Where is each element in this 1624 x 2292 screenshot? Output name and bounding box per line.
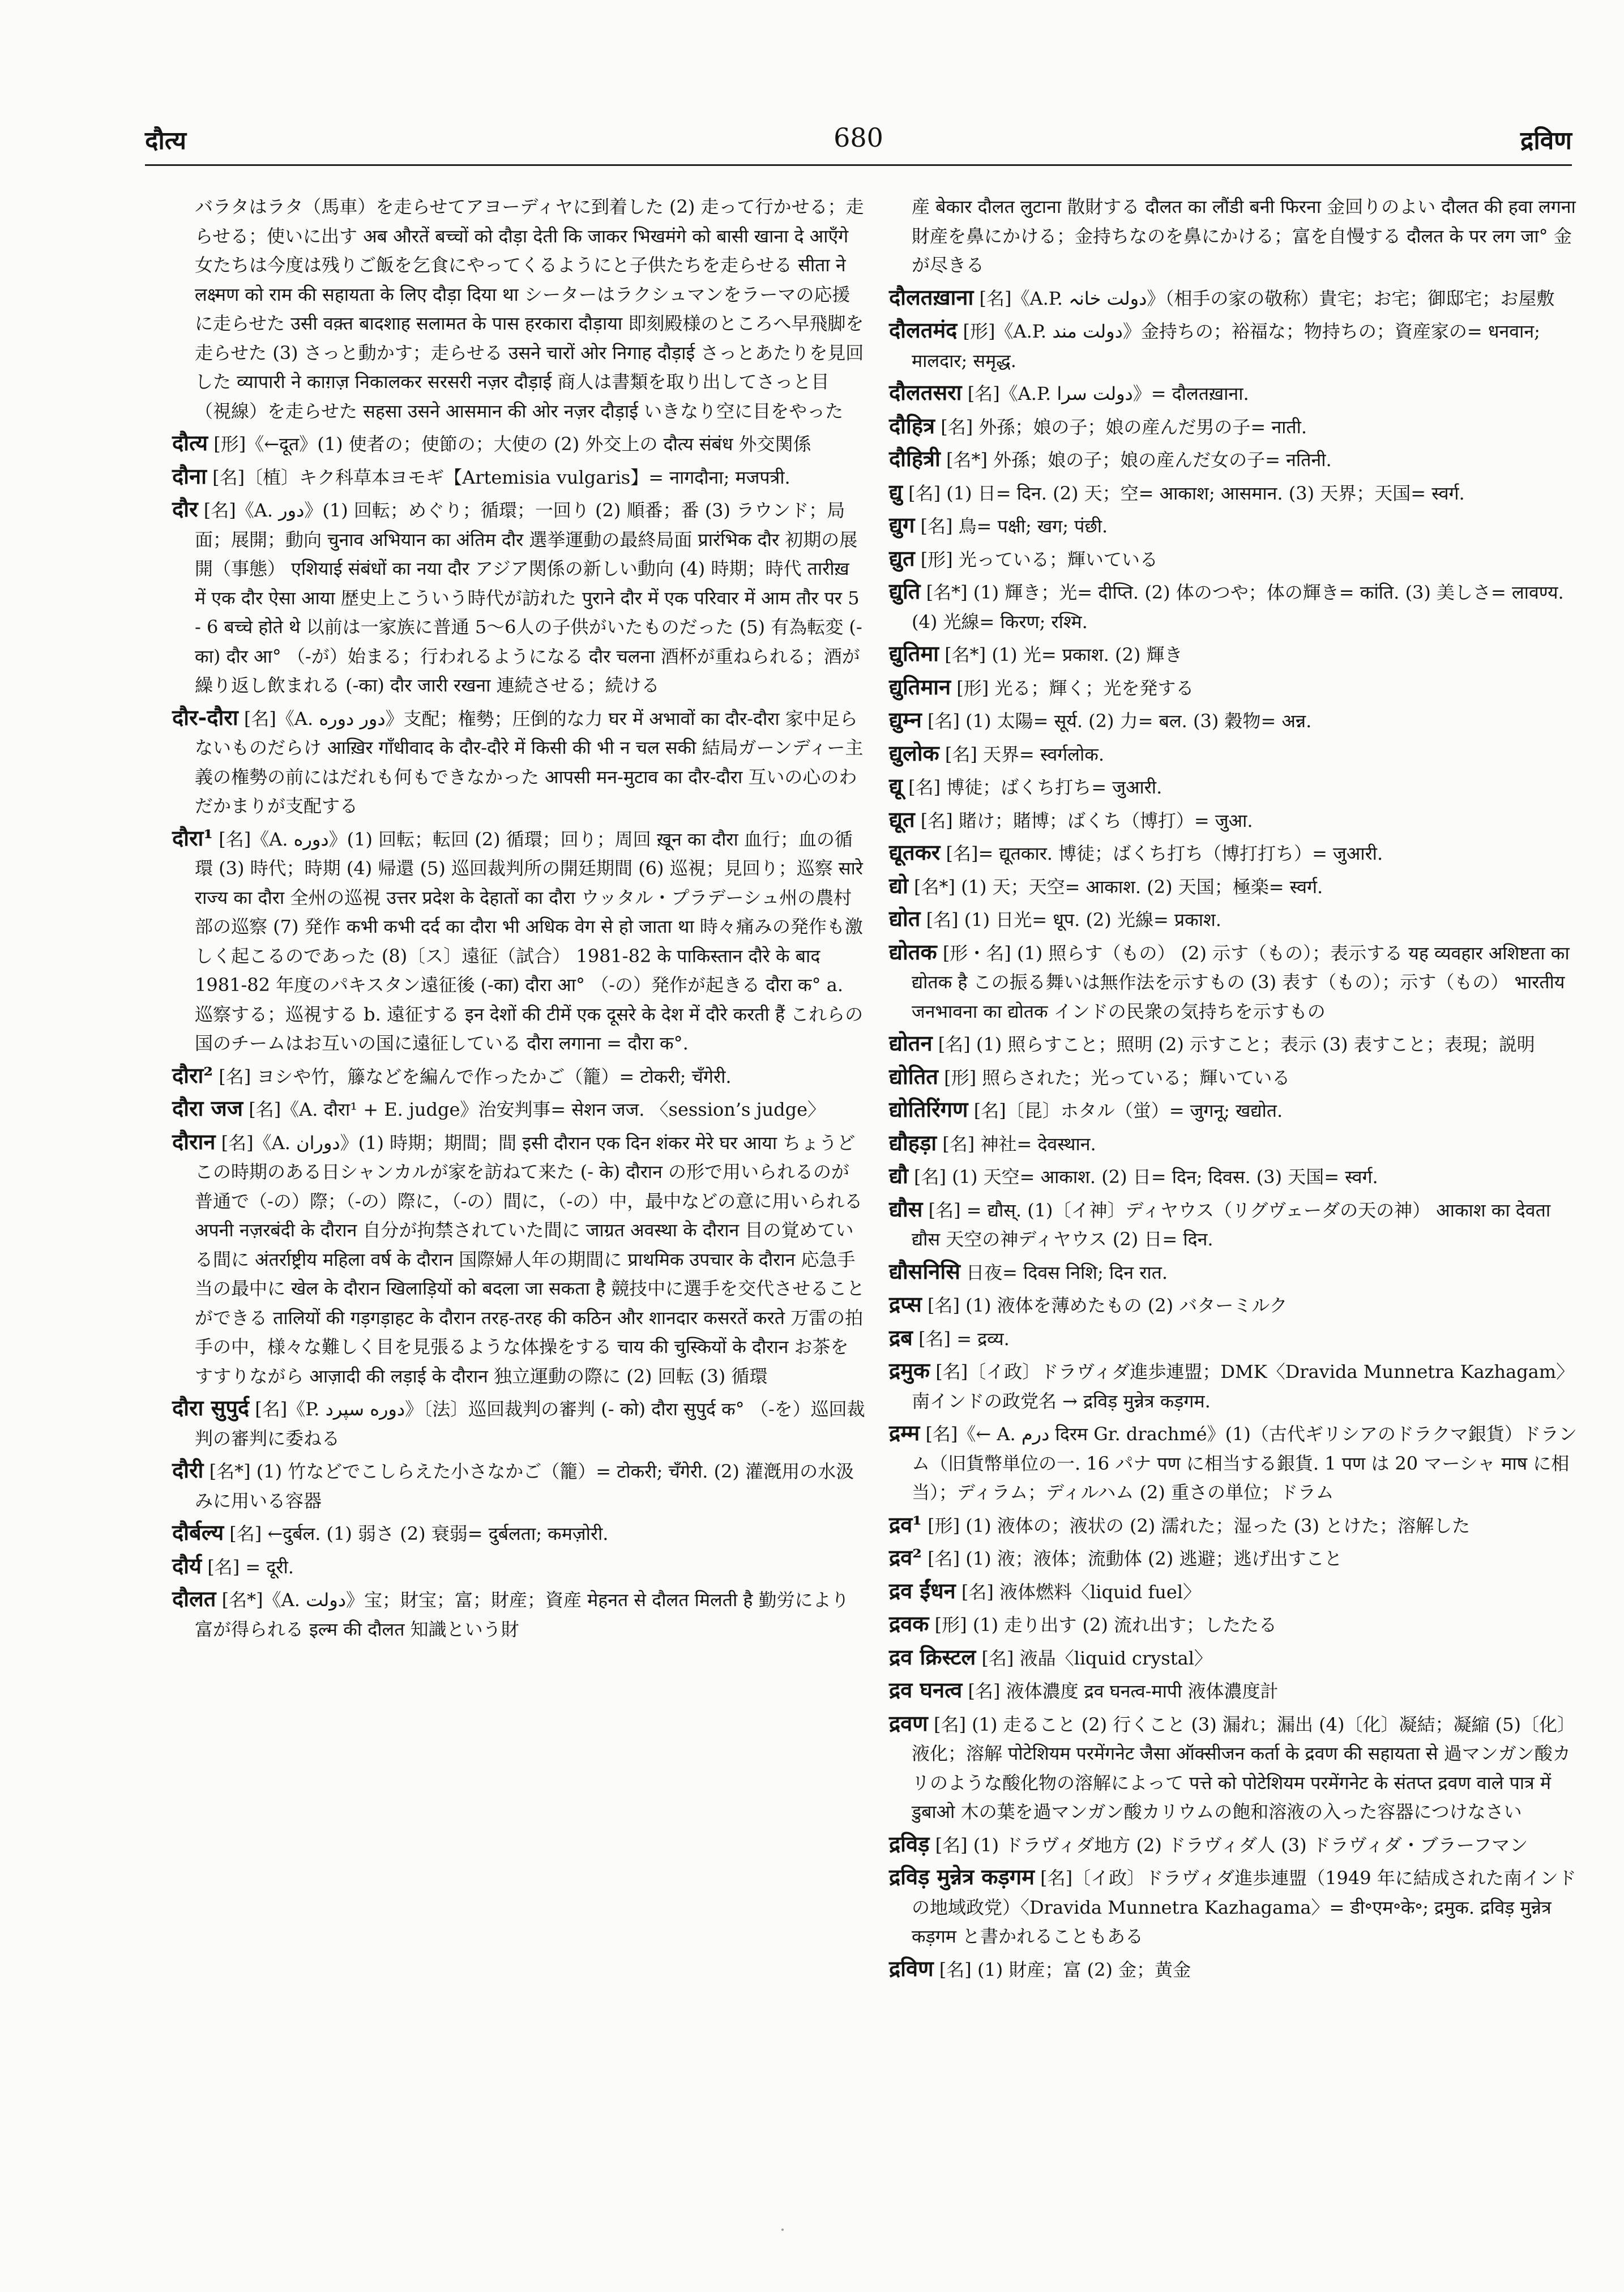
dictionary-entry <box>889 705 1582 736</box>
entry-definition: 日夜= दिवस निशि; दिन रात. <box>966 1261 1168 1283</box>
entry-definition: [名] 外孫；娘の子；娘の産んだ男の子= नाती. <box>941 416 1307 438</box>
entry-headword: द्युम्न <box>889 707 922 732</box>
entry-definition: [名] = द्यौस्. (1)〔イ神〕ディヤウス（リグヴェーダの天の神） आकाश का देवता द्यौस 天空の神ディヤウス (2) 日= दिन. <box>912 1199 1551 1250</box>
entry-headword: दौलतख़ाना <box>889 284 974 310</box>
dictionary-entry <box>889 1257 1582 1288</box>
entry-headword: दौर्बल्य <box>172 1520 224 1545</box>
entry-definition: [名]〔イ政〕ドラヴィダ進歩連盟；DMK〈Dravida Munnetra Kazhagam〉南インドの政党名 → द्रविड़ मुन्नेत्र कड़गम. <box>912 1361 1575 1412</box>
entry-definition: [名]《P. دوره سپرد》〔法〕巡回裁判の審判 (- को) दौरा सुपुर्द क° （-を）巡回裁判の審判に委ねる <box>195 1398 865 1449</box>
entry-headword: द्यौस <box>889 1196 923 1222</box>
right-column <box>889 193 1582 1987</box>
dictionary-entry <box>889 639 1582 670</box>
header-rule <box>145 164 1572 166</box>
dictionary-entry <box>889 805 1582 836</box>
entry-headword: द्यु <box>889 479 903 505</box>
dictionary-entry <box>172 1551 865 1582</box>
dictionary-entry <box>889 1576 1582 1607</box>
entry-definition: [名]《A. دور دوره》支配；権勢；圧倒的な力 घर में अभावों का दौर-दौरा 家中足らないものだらけ आख़िर गाँधीवाद के दौर-दौरे में किसी की भी न चल सकी 結局ガーンディー主義の権勢の前にはだれも何もできなかった आपसी मन-मुटाव का दौर-दौरा 互いの心のわだかまりが支配する <box>195 707 864 817</box>
entry-headword: द्रव क्रिस्टल <box>889 1644 976 1670</box>
dictionary-entry <box>889 1194 1582 1254</box>
entry-headword: दौहित्र <box>889 412 935 438</box>
dictionary-entry <box>172 1061 865 1092</box>
entry-headword: द्रवक <box>889 1611 929 1636</box>
entry-definition: [名] (1) ドラヴィダ地方 (2) ドラヴィダ人 (3) ドラヴィダ・ブラーフマン <box>935 1834 1528 1856</box>
dictionary-entry <box>889 838 1582 869</box>
dictionary-entry <box>889 1609 1582 1640</box>
entry-definition: [名] 液体燃料〈liquid fuel〉 <box>961 1581 1202 1603</box>
entry-definition: [名] 博徒；ばくち打ち= जुआरी. <box>908 776 1163 798</box>
entry-headword: दौर-दौरा <box>172 704 238 730</box>
entry-definition: [名]〔イ政〕ドラヴィダ進歩連盟（1949 年に結成された南インドの地域政党）〈Dravida Munnetra Kazhagama〉= डी॰एम॰के॰; द्रमुक. द्रविड़ मुन्नेत्र कड़गम と書かれることもある <box>912 1867 1576 1947</box>
dictionary-entry <box>889 937 1582 1027</box>
dictionary-entry <box>889 477 1582 509</box>
entry-definition: [名] = द्रव्य. <box>918 1328 1010 1350</box>
dictionary-entry <box>889 771 1582 803</box>
entry-headword: दौरा¹ <box>172 825 213 851</box>
entry-headword: द्युत <box>889 545 915 571</box>
entry-headword: द्युतिमान <box>889 673 951 699</box>
entry-headword: द्रब <box>889 1324 913 1350</box>
entry-definition: [形]《A.P. دولت مند》金持ちの；裕福な；物持ちの；資産家の= धनवान; मालदार; समृद्ध. <box>912 321 1540 372</box>
dictionary-entry <box>889 1954 1582 1985</box>
entry-definition: [名]《A.P. دولت خانہ》（相手の家の敬称）貴宅；お宅；御邸宅；お屋敷 <box>979 287 1555 309</box>
entry-definition: [名]《← A. درم दिरम Gr. drachmé》(1)（古代ギリシアのドラクマ銀貨）ドランム（旧貨幣単位の一. 16 パナ पण に相当する銀貨. 1 पण は 20 マーシャ माष に相当）；ディラム；ディルハム (2) 重さの単位；ドラム <box>912 1423 1577 1503</box>
entry-definition: [形] 照らされた；光っている；輝いている <box>944 1066 1290 1089</box>
entry-definition: [名]= द्यूतकार. 博徒；ばくち打ち（博打打ち）= जुआरी. <box>946 843 1383 864</box>
entry-headword: दौर <box>172 496 198 522</box>
entry-definition: [名] 賭け；賭博；ばくち（博打）= जुआ. <box>920 809 1253 831</box>
entry-headword: द्रव ईंधन <box>889 1577 956 1603</box>
entry-definition: [名]《A. دوران》(1) 時期；期間；間 इसी दौरान एक दिन शंकर मेरे घर आया ちょうどこの時期のある日シャンカルが家を訪ねて来た (- के) दौरान の形で用いられるのが普通で（-の）際；（-の）際に，（-の）間に，（-の）中，最中などの意に用いられる अपनी नज़रबंदी के दौरान 自分が拘禁されていた間に जाग्रत अवस्था के दौरान 目の覚めている間に अंतर्राष्ट्रीय महिला वर्ष के दौरान 国際婦人年の期間に प्राथमिक उपचार के दौरान 応急手当の最中に खेल के दौरान खिलाड़ियों को बदला जा सकता है 競技中に選手を交代させることができる तालियों की गड़गड़ाहट के दौरान तरह-तरह की कठिन और शानदार कसरतें करते 万雷の拍手の中，様々な難しく目を見張るような体操をする चाय की चुस्कियों के दौरान お茶をすすりながら आज़ादी की लड़ाई के दौरान 独立運動の際に (2) 回転 (3) 循環 <box>195 1132 865 1387</box>
entry-definition: [名] (1) 液；液体；流動体 (2) 逃避；逃げ出すこと <box>928 1548 1343 1569</box>
entry-definition: [形] 光っている；輝いている <box>920 548 1158 570</box>
entry-definition: [名] (1) 財産；富 (2) 金；黄金 <box>939 1958 1191 1981</box>
dictionary-entry <box>889 1323 1582 1354</box>
entry-headword: द्यूत <box>889 806 915 832</box>
entry-definition: [名*] (1) 輝き；光= दीप्ति. (2) 体のつや；体の輝き= कांति. (3) 美しさ= लावण्य. (4) 光線= किरण; रश्मि. <box>912 582 1564 633</box>
dictionary-entry <box>889 1543 1582 1574</box>
entry-definition: [名] (1) 液体を薄めたもの (2) バターミルク <box>927 1295 1288 1316</box>
entry-definition: [名] = दूरी. <box>207 1556 294 1578</box>
entry-definition: [名] (1) 太陽= सूर्य. (2) 力= बल. (3) 穀物= अन्न. <box>928 710 1312 732</box>
entry-headword: द्रम्म <box>889 1420 920 1445</box>
dictionary-entry <box>889 672 1582 703</box>
entry-definition: [名*] (1) 光= प्रकाश. (2) 輝き <box>945 644 1183 665</box>
entry-definition: [形]《←दूत》(1) 使者の；使節の；大使の (2) 外交上の दौत्य संबंध 外交関係 <box>213 433 811 455</box>
entry-definition: [名] ヨシや竹，籐などを編んで作ったかご（籠）= टोकरी; चँगेरी. <box>219 1065 732 1087</box>
entry-headword: द्योतिरिंगण <box>889 1096 968 1122</box>
entry-headword: द्रव² <box>889 1544 922 1570</box>
entry-headword: दौरा जज <box>172 1095 243 1121</box>
scan-speck <box>781 2229 784 2231</box>
entry-definition: [名*] 外孫；娘の子；娘の産んだ女の子= नतिनी. <box>946 449 1332 471</box>
dictionary-entry <box>172 1518 865 1549</box>
entry-definition: [名]〔植〕キク科草本ヨモギ【Artemisia vulgaris】= नागदौना; मजपत्री. <box>212 466 790 488</box>
dictionary-entry <box>889 544 1582 575</box>
entry-definition: [名] ←दुर्बल. (1) 弱さ (2) 衰弱= दुर्बलता; कमज़ोरी. <box>229 1523 609 1544</box>
entry-headword: द्रविड़ <box>889 1830 930 1856</box>
dictionary-entry <box>172 193 865 426</box>
entry-definition: [名*] (1) 天；天空= आकाश. (2) 天国；極楽= स्वर्ग. <box>913 876 1323 898</box>
entry-headword: दौरी <box>172 1457 204 1483</box>
dictionary-entry <box>172 428 865 459</box>
entry-headword: द्रवण <box>889 1710 928 1736</box>
entry-definition: [名] (1) 日= दिन. (2) 天；空= आकाश; आसमान. (3) 天界；天国= स्वर्ग. <box>908 482 1465 504</box>
running-head-right: द्रविण <box>1520 126 1572 155</box>
dictionary-entry <box>889 193 1582 280</box>
entry-headword: दौलतसरा <box>889 379 962 405</box>
page-number: 680 <box>834 122 883 153</box>
entry-headword: दौहित्री <box>889 446 941 471</box>
entry-definition: [名*] (1) 竹などでこしらえた小さなかご（籠）= टोकरी; चँगेरी. (2) 灌漑用の水汲みに用いる容器 <box>195 1461 854 1512</box>
entry-definition: [名] (1) 天空= आकाश. (2) 日= दिन; दिवस. (3) 天国= स्वर्ग. <box>913 1166 1378 1188</box>
dictionary-entry <box>889 1709 1582 1827</box>
entry-headword: दौना <box>172 463 207 489</box>
entry-definition: [名*]《A. دولت》宝；財宝；富；財産；資産 मेहनत से दौलत मिलती है 勤労により富が得られる इल्म की दौलत 知識という財 <box>195 1589 849 1640</box>
running-head-left: दौत्य <box>145 126 187 155</box>
dictionary-entry <box>172 703 865 821</box>
dictionary-entry <box>889 283 1582 314</box>
entry-definition: バラタはラタ（馬車）を走らせてアヨーディヤに到着した (2) 走って行かせる；走らせる；使いに出す अब औरतें बच्चों को दौड़ा देती कि जाकर भिखमंगे को बासी खाना दे आएँगे 女たちは今度は残りご飯を乞食にやってくるようにと子供たちを走らせる सीता ने लक्ष्मण को राम की सहायता के लिए दौड़ा दिया था シーターはラクシュマンをラーマの応援に走らせた उसी वक़्त बादशाह सलामत के पास हरकारा दौड़ाया 即刻殿様のところへ早飛脚を走らせた (3) さっと動かす；走らせる उसने चारों ओर निगाह दौड़ाई さっとあたりを見回した व्यापारी ने काग़ज़ निकालकर सरसरी नज़र दौड़ाई 商人は書類を取り出してさっと目（視線）を走らせた सहसा उसने आसमान की ओर नज़र दौड़ाई いきなり空に目をやった <box>195 196 864 422</box>
entry-headword: द्रविड़ मुन्नेत्र कड़गम <box>889 1864 1035 1889</box>
dictionary-entry <box>889 1161 1582 1192</box>
dictionary-entry <box>172 1127 865 1392</box>
dictionary-entry <box>172 1456 865 1516</box>
entry-headword: द्यौहड़ा <box>889 1129 937 1155</box>
entry-headword: दौलतमंद <box>889 317 958 343</box>
dictionary-entry <box>889 1028 1582 1060</box>
dictionary-entry <box>172 1094 865 1125</box>
entry-definition: [名] (1) 照らすこと；照明 (2) 示すこと；表示 (3) 表すこと；表現；説明 <box>938 1034 1535 1055</box>
entry-definition: [形] (1) 液体の；液状の (2) 濡れた；湿った (3) とけた；溶解した <box>928 1514 1471 1536</box>
entry-definition: [名] 天界= स्वर्गलोक. <box>945 743 1105 765</box>
entry-headword: द्यो <box>889 872 908 898</box>
dictionary-entry <box>889 1128 1582 1159</box>
left-column <box>172 193 865 1646</box>
entry-definition: [名]《A. دور》(1) 回転；めぐり；循環；一回り (2) 順番；番 (3) ラウンド；局面；展開；動向 चुनाव अभियान का अंतिम दौर 選挙運動の最終局面 प्रारंभिक दौर 初期の展開（事態） एशियाई संबंधों का नया दौर アジア関係の新しい動向 (4) 時期；時代 तारीख़ में एक दौर ऐसा आया 歴史上こういう時代が訪れた पुराने दौर में एक परिवार में आम तौर पर 5 - 6 बच्चे होते थे 以前は一家族に普通 5〜6人の子供がいたものだった (5) 有為転変 (-का) दौर आ° （-が）始まる；行われるようになる दौर चलना 酒杯が重ねられる；酒が繰り返し飲まれる (-का) दौर जारी रखना 連続させる；続ける <box>195 500 862 696</box>
entry-headword: द्युग <box>889 512 915 537</box>
entry-headword: दौत्य <box>172 430 208 455</box>
dictionary-entry <box>172 823 865 1058</box>
entry-headword: द्रविण <box>889 1955 934 1981</box>
entry-definition: [名] (1) 日光= धूप. (2) 光線= प्रकाश. <box>926 909 1221 931</box>
entry-definition: [名] 液晶〈liquid crystal〉 <box>981 1647 1212 1669</box>
entry-definition: [形] 光る；輝く；光を発する <box>956 677 1194 699</box>
entry-headword: द्यौ <box>889 1163 908 1188</box>
dictionary-entry <box>889 315 1582 375</box>
entry-headword: द्युति <box>889 578 921 604</box>
entry-headword: द्योतक <box>889 938 937 964</box>
entry-headword: दौरा² <box>172 1062 213 1088</box>
page-header <box>145 122 1572 168</box>
entry-headword: द्यौसनिसि <box>889 1258 960 1284</box>
dictionary-entry <box>889 1418 1582 1508</box>
dictionary-entry <box>889 1062 1582 1093</box>
entry-headword: द्रव¹ <box>889 1511 922 1537</box>
entry-headword: द्यूतकर <box>889 839 941 865</box>
entry-headword: द्योतन <box>889 1030 933 1056</box>
entry-definition: [名]《A. دوره》(1) 回転；転回 (2) 循環；回り；周回 ख़ून का दौरा 血行；血の循環 (3) 時代；時期 (4) 帰還 (5) 巡回裁判所の開廷期間 (6) 巡視；見回り；巡察 सारे राज्य का दौरा 全州の巡視 उत्तर प्रदेश के देहातों का दौरा ウッタル・プラデーシュ州の農村部の巡察 (7) 発作 कभी कभी दर्द का दौरा भी अधिक वेग से हो जाता था 時々痛みの発作も激しく起こるのであった (8)〔ス〕遠征（試合） 1981-82 के पाकिस्तान दौरे के बाद 1981-82 年度のパキスタン遠征後 (-का) दौरा आ° （-の）発作が起きる दौरा क° a. 巡察する；巡視する b. 遠征する इन देशों की टीमें एक दूसरे के देश में दौरे करती हैं これらの国のチームはお互いの国に遠征している दौरा लगाना = दौरा क°. <box>195 828 864 1054</box>
entry-headword: द्रव घनत्व <box>889 1677 963 1702</box>
entry-headword: दौरान <box>172 1128 216 1154</box>
dictionary-entry <box>889 577 1582 637</box>
dictionary-entry <box>172 1393 865 1453</box>
entry-headword: द्रमुक <box>889 1358 930 1383</box>
dictionary-entry <box>889 1642 1582 1674</box>
dictionary-entry <box>889 1862 1582 1952</box>
entry-headword: द्रप्स <box>889 1291 922 1317</box>
dictionary-entry <box>889 411 1582 442</box>
dictionary-entry <box>889 1095 1582 1126</box>
dictionary-entry <box>172 494 865 701</box>
entry-definition: [名]《A. दौरा¹ + E. judge》治安判事= सेशन जज. 〈session’s judge〉 <box>249 1099 826 1120</box>
dictionary-entry <box>172 1584 865 1644</box>
dictionary-entry <box>172 462 865 493</box>
entry-definition: [名]《A.P. دولت سرا》= दौलतख़ाना. <box>967 383 1249 404</box>
dictionary-entry <box>889 1356 1582 1416</box>
entry-headword: दौरा सुपुर्द <box>172 1395 250 1420</box>
entry-definition: [名] 鳥= पक्षी; खग; पंछी. <box>920 515 1108 537</box>
entry-headword: द्यू <box>889 773 903 799</box>
entry-headword: द्योत <box>889 906 921 931</box>
dictionary-entry <box>889 378 1582 409</box>
dictionary-entry <box>889 904 1582 935</box>
dictionary-entry <box>889 1510 1582 1541</box>
entry-definition: [名] 液体濃度 द्रव घनत्व-मापी 液体濃度計 <box>968 1680 1279 1702</box>
dictionary-entry <box>889 1675 1582 1706</box>
entry-headword: दौर्य <box>172 1552 202 1578</box>
dictionary-entry <box>889 1829 1582 1860</box>
entry-definition: [名]〔昆〕ホタル（蛍）= जुगनू; खद्योत. <box>973 1100 1283 1121</box>
dictionary-entry <box>889 510 1582 541</box>
entry-headword: द्युतिमा <box>889 641 939 666</box>
dictionary-entry <box>889 1290 1582 1321</box>
entry-headword: द्योतित <box>889 1063 938 1089</box>
dictionary-entry <box>889 739 1582 770</box>
entry-headword: दौलत <box>172 1586 216 1611</box>
dictionary-entry <box>889 871 1582 902</box>
entry-definition: [名] 神社= देवस्थान. <box>942 1133 1096 1155</box>
entry-definition: 産 बेकार दौलत लुटाना 散財する दौलत का लौंडी बनी फिरना 金回りのよい दौलत की हवा लगना 財産を鼻にかける；金持ちなのを鼻にかける；富を自慢する दौलत के पर लग जा° 金が尽きる <box>912 196 1576 276</box>
entry-definition: [名] (1) 走ること (2) 行くこと (3) 漏れ；漏出 (4)〔化〕凝結；凝縮 (5)〔化〕液化；溶解 पोटेशियम परमेंगनेट जैसा ऑक्सीजन कर्ता के द्रवण की सहायता से 過マンガン酸カリのような酸化物の溶解によって पत्ते को पोटेशियम परमेंगनेट के संतप्त द्रवण वाले पात्र में डुबाओ 木の葉を過マンガン酸カリウムの飽和溶液の入った容器につけなさい <box>912 1713 1575 1822</box>
entry-definition: [形・名] (1) 照らす（もの） (2) 示す（もの）；表示する यह व्यवहार अशिष्टता का द्योतक है この振る舞いは無作法を示すもの (3) 表す（もの）；示す（もの） भारतीय जनभावना का द्योतक インドの民衆の気持ちを示すもの <box>912 942 1570 1022</box>
dictionary-entry <box>889 444 1582 475</box>
entry-definition: [形] (1) 走り出す (2) 流れ出す；したたる <box>934 1614 1277 1636</box>
entry-headword: द्युलोक <box>889 740 939 766</box>
